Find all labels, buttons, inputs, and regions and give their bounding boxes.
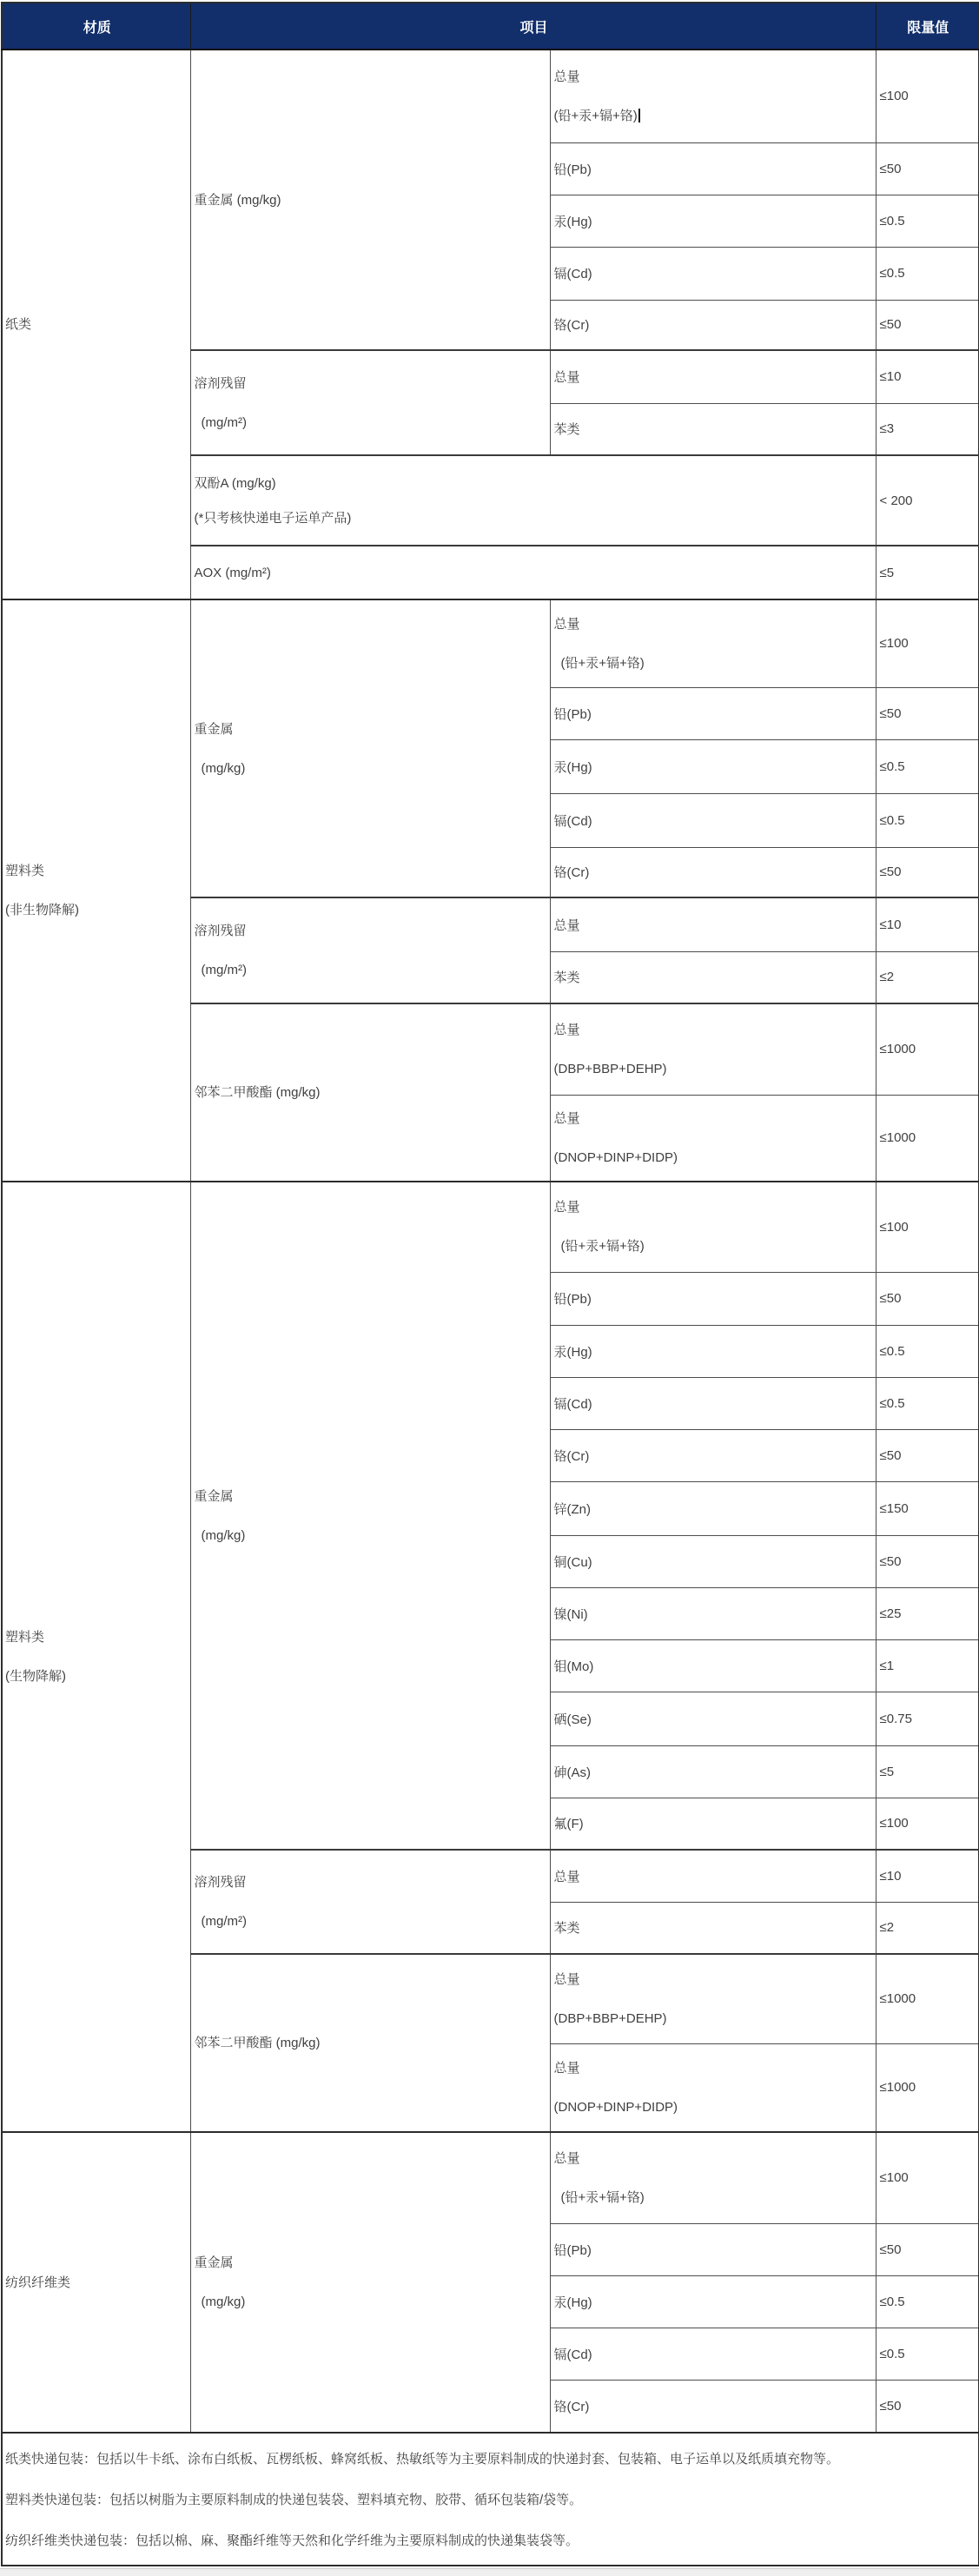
limit-cell: ≤1000 (876, 1003, 979, 1095)
limit-cell: ≤50 (876, 1272, 979, 1325)
limit-cell: ≤100 (876, 2132, 979, 2223)
item-cell: 总量 (550, 350, 876, 403)
table-row (2, 599, 979, 687)
item-cell (550, 1954, 876, 2043)
limit-cell: ≤2 (876, 951, 979, 1003)
group-unit: (mg/m²) (201, 963, 247, 977)
item-cell: 锌(Zn) (550, 1481, 876, 1535)
limit-cell: ≤1000 (876, 2043, 979, 2132)
item-cell: 镉(Cd) (550, 247, 876, 300)
material-sublabel: (生物降解) (5, 1669, 66, 1684)
limit-cell: ≤0.5 (876, 1325, 979, 1377)
limit-cell: ≤50 (876, 1429, 979, 1481)
group-unit: (mg/m²) (201, 414, 247, 430)
limit-cell: ≤0.5 (876, 739, 979, 793)
limit-cell: ≤0.5 (876, 2275, 979, 2328)
material-cell (2, 2132, 190, 2433)
item-cell: 汞(Hg) (550, 739, 876, 793)
item-line: 总量 (553, 69, 580, 84)
group-label: 溶剂残留 (194, 375, 247, 391)
limit-cell: ≤1 (876, 1639, 979, 1692)
item-cell: 铬(Cr) (550, 300, 876, 350)
item-cell (550, 50, 876, 142)
limit-cell: ≤10 (876, 1850, 979, 1902)
table-row (2, 1182, 979, 1272)
material-label: 纺织纤维类 (5, 2275, 71, 2290)
item-cell (550, 1182, 876, 1272)
item-cell: 铬(Cr) (550, 2380, 876, 2433)
note-line: 纺织纤维类快递包装：包括以棉、麻、聚酯纤维等天然和化学纤维为主要原料制成的快递集装袋等。 (5, 2533, 579, 2548)
limit-cell: ≤0.5 (876, 2328, 979, 2380)
item-cell: 砷(As) (550, 1745, 876, 1798)
bottom-gray-bar (0, 2568, 979, 2576)
item-line: 总量 (553, 1110, 580, 1126)
header-item: 项目 (190, 3, 876, 50)
group-label: 邻苯二甲酸酯 (mg/kg) (194, 1085, 321, 1100)
limit-cell: ≤50 (876, 142, 979, 195)
group-cell (190, 1850, 550, 1954)
limit-cell: ≤0.5 (876, 195, 979, 247)
limit-cell: ≤5 (876, 1745, 979, 1798)
item-line: 总量 (553, 1200, 580, 1215)
group-label: 重金属 (194, 721, 234, 737)
item-formula: (铅+汞+镉+铬) (560, 655, 645, 671)
limit-cell: ≤1000 (876, 1954, 979, 2043)
item-cell (550, 1095, 876, 1182)
header-limit: 限量值 (876, 3, 979, 50)
item-cell: 铅(Pb) (550, 2223, 876, 2275)
group-label: 重金属 (194, 1488, 234, 1504)
item-cell: 苯类 (550, 1902, 876, 1954)
text-cursor-artifact (638, 109, 640, 123)
material-cell (2, 1182, 190, 2132)
item-cell (550, 599, 876, 687)
item-line: 总量 (553, 1022, 580, 1037)
table-row (2, 50, 979, 142)
item-cell: 铬(Cr) (550, 1429, 876, 1481)
group-cell (190, 350, 550, 455)
header-material: 材质 (2, 3, 190, 50)
item-cell: 总量 (550, 897, 876, 951)
material-cell (2, 50, 190, 599)
group-label: AOX (mg/m²) (194, 565, 271, 580)
item-line: 总量 (553, 1971, 580, 1987)
item-cell: 汞(Hg) (550, 1325, 876, 1377)
material-cell (2, 599, 190, 1182)
item-cell: 氟(F) (550, 1798, 876, 1850)
limit-cell: ≤50 (876, 1535, 979, 1587)
limit-cell: ≤0.5 (876, 1377, 979, 1429)
group-cell (190, 599, 550, 897)
limit-cell: ≤5 (876, 546, 979, 599)
item-formula: (铅+汞+镉+铬) (553, 108, 638, 123)
limit-cell: ≤100 (876, 599, 979, 687)
item-cell (550, 1003, 876, 1095)
item-formula: (铅+汞+镉+铬) (560, 2189, 645, 2205)
note-line: 纸类快递包装：包括以牛卡纸、涂布白纸板、瓦楞纸板、蜂窝纸板、热敏纸等为主要原料制成的快递封套、包装箱、电子运单以及纸质填充物等。 (5, 2452, 840, 2467)
material-label: 塑料类 (5, 1630, 45, 1645)
limit-cell: ≤50 (876, 300, 979, 350)
limit-cell: ≤50 (876, 847, 979, 897)
material-sublabel: (非生物降解) (5, 903, 79, 917)
limit-cell: ≤100 (876, 1182, 979, 1272)
group-note: (*只考核快递电子运单产品) (194, 510, 352, 526)
group-label: 溶剂残留 (194, 924, 247, 938)
item-cell (550, 2043, 876, 2132)
item-cell: 镍(Ni) (550, 1587, 876, 1639)
item-cell (550, 2132, 876, 2223)
note-line: 塑料类快递包装：包括以树脂为主要原料制成的快递包装袋、塑料填充物、胶带、循环包装箱/袋等。 (5, 2493, 583, 2507)
item-cell: 钼(Mo) (550, 1639, 876, 1692)
limit-cell: ≤0.5 (876, 793, 979, 847)
group-cell (190, 50, 550, 350)
item-cell: 硒(Se) (550, 1692, 876, 1745)
item-cell: 汞(Hg) (550, 2275, 876, 2328)
table-header-row (2, 3, 979, 50)
limit-cell: < 200 (876, 455, 979, 546)
group-unit: (mg/m²) (201, 1914, 247, 1929)
group-label: 重金属 (mg/kg) (194, 192, 281, 208)
group-cell (190, 897, 550, 1003)
limit-cell: ≤0.75 (876, 1692, 979, 1745)
limit-cell: ≤0.5 (876, 247, 979, 300)
group-unit: (mg/kg) (201, 1527, 246, 1543)
item-cell: 铜(Cu) (550, 1535, 876, 1587)
item-line: 总量 (553, 2150, 580, 2166)
limit-cell: ≤50 (876, 2223, 979, 2275)
item-line (554, 108, 874, 124)
limit-cell: ≤50 (876, 2380, 979, 2433)
material-label: 塑料类 (5, 864, 45, 878)
item-line: 总量 (553, 616, 580, 632)
table-row (2, 2132, 979, 2223)
item-cell: 镉(Cd) (550, 2328, 876, 2380)
item-cell: 总量 (550, 1850, 876, 1902)
item-formula: (DBP+BBP+DEHP) (553, 1061, 667, 1076)
limit-cell: ≤2 (876, 1902, 979, 1954)
group-unit: (mg/kg) (201, 760, 246, 776)
limits-page (0, 2, 979, 2576)
item-cell: 铬(Cr) (550, 847, 876, 897)
limit-cell: ≤100 (876, 1798, 979, 1850)
group-cell (190, 546, 876, 599)
group-label: 溶剂残留 (194, 1875, 247, 1890)
limit-cell: ≤10 (876, 350, 979, 403)
limit-cell: ≤100 (876, 50, 979, 142)
item-cell: 镉(Cd) (550, 793, 876, 847)
group-label: 双酚A (mg/kg) (194, 475, 276, 491)
limit-cell: ≤50 (876, 687, 979, 739)
item-cell: 镉(Cd) (550, 1377, 876, 1429)
item-cell: 铅(Pb) (550, 687, 876, 739)
item-formula: (铅+汞+镉+铬) (560, 1239, 645, 1255)
group-label: 邻苯二甲酸酯 (mg/kg) (194, 2036, 321, 2050)
group-cell (190, 2132, 550, 2433)
group-unit: (mg/kg) (201, 2295, 246, 2309)
limit-cell: ≤150 (876, 1481, 979, 1535)
limit-cell: ≤3 (876, 403, 979, 455)
limit-cell: ≤1000 (876, 1095, 979, 1182)
group-cell (190, 455, 876, 546)
table-row (2, 2433, 979, 2566)
limits-table (1, 2, 979, 2566)
item-cell: 铅(Pb) (550, 142, 876, 195)
item-cell: 铅(Pb) (550, 1272, 876, 1325)
item-cell: 汞(Hg) (550, 195, 876, 247)
group-cell (190, 1954, 550, 2132)
item-formula: (DBP+BBP+DEHP) (553, 2010, 667, 2026)
group-cell (190, 1182, 550, 1850)
item-line: 总量 (553, 2060, 580, 2076)
item-formula: (DNOP+DINP+DIDP) (553, 1149, 678, 1165)
item-cell: 苯类 (550, 403, 876, 455)
material-label: 纸类 (5, 317, 32, 332)
limit-cell: ≤10 (876, 897, 979, 951)
group-cell (190, 1003, 550, 1182)
limit-cell: ≤25 (876, 1587, 979, 1639)
footnotes-cell (2, 2433, 979, 2566)
item-cell: 苯类 (550, 951, 876, 1003)
group-label: 重金属 (194, 2255, 234, 2270)
item-formula: (DNOP+DINP+DIDP) (553, 2099, 678, 2115)
